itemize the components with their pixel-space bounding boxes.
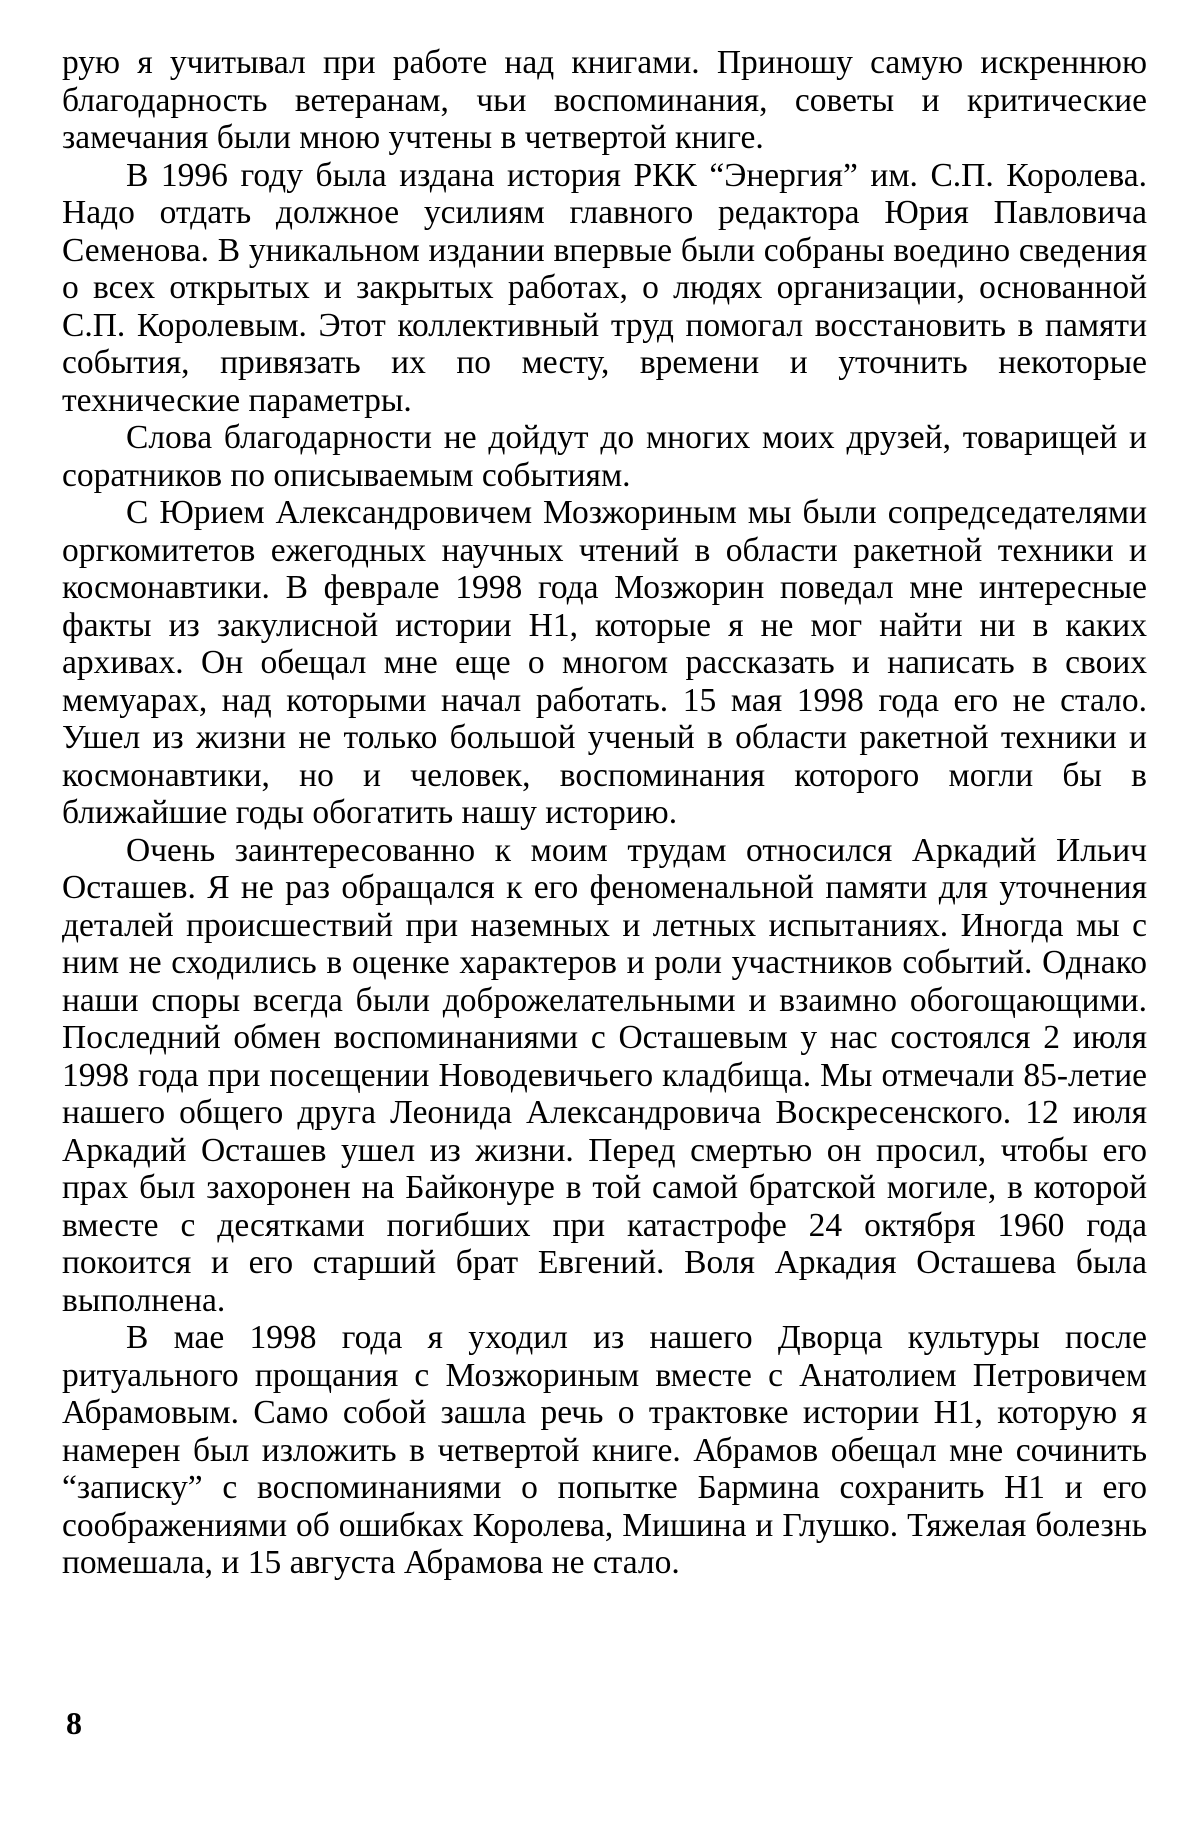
page-number: 8 [66, 1705, 82, 1741]
paragraph-continuation: рую я учитывал при работе над книгами. Приношу самую искреннюю благодарность ветеранам, чьи воспоминания, советы и критические замечания были мною учтены в четвертой книге. [62, 44, 1147, 156]
paragraph-ostashev: Очень заинтересованно к моим трудам относился Аркадий Ильич Осташев. Я не раз обращался к его феноменальной памяти для уточнения деталей происшествий при наземных и летных испытаниях. Иногда мы с ним не сходились в оценке характеров и роли участников событий. Однако наши споры всегда были доброжелательными и взаимно обогощающими. Последний обмен воспоминаниями с Осташевым у нас состоялся 2 июля 1998 года при посещении Новодевичьего кладбища. Мы отмечали 85-летие нашего общего друга Леонида Александровича Воскресенского. 12 июля Аркадий Осташев ушел из жизни. Перед смертью он просил, чтобы его прах был захоронен на Байконуре в той самой братской могиле, в которой вместе с десятками погибших при катастрофе 24 октября 1960 года покоится и его старший брат Евгений. Воля Аркадия Осташева была выполнена. [62, 831, 1147, 1319]
page-body [62, 44, 1147, 1582]
paragraph-mozzhorin: С Юрием Александровичем Мозжориным мы были сопредседателями оргкомитетов ежегодных научных чтений в области ракетной техники и космонавтики. В феврале 1998 года Мозжорин поведал мне интересные факты из закулисной истории Н1, которые я не мог найти ни в каких архивах. Он обещал мне еще о многом рассказать и написать в своих мемуарах, над которыми начал работать. 15 мая 1998 года его не стало. Ушел из жизни не только большой ученый в области ракетной техники и космонавтики, но и человек, воспоминания которого могли бы в ближайшие годы обогатить нашу историю. [62, 494, 1147, 831]
paragraph-gratitude: Слова благодарности не дойдут до многих моих друзей, товарищей и соратников по описываемым событиям. [62, 419, 1147, 494]
paragraph-abramov: В мае 1998 года я уходил из нашего Дворца культуры после ритуального прощания с Мозжориным вместе с Анатолием Петровичем Абрамовым. Само собой зашла речь о трактовке истории Н1, которую я намерен был изложить в четвертой книге. Абрамов обещал мне сочинить “записку” с воспоминаниями о попытке Бармина сохранить Н1 и его соображениями об ошибках Королева, Мишина и Глушко. Тяжелая болезнь помешала, и 15 августа Абрамова не стало. [62, 1319, 1147, 1581]
paragraph-energia-history: В 1996 году была издана история РКК “Энергия” им. С.П. Королева. Надо отдать должное усилиям главного редактора Юрия Павловича Семенова. В уникальном издании впервые были собраны воедино сведения о всех открытых и закрытых работах, о людях организации, основанной С.П. Королевым. Этот коллективный труд помогал восстановить в памяти события, привязать их по месту, времени и уточнить некоторые технические параметры. [62, 156, 1147, 419]
